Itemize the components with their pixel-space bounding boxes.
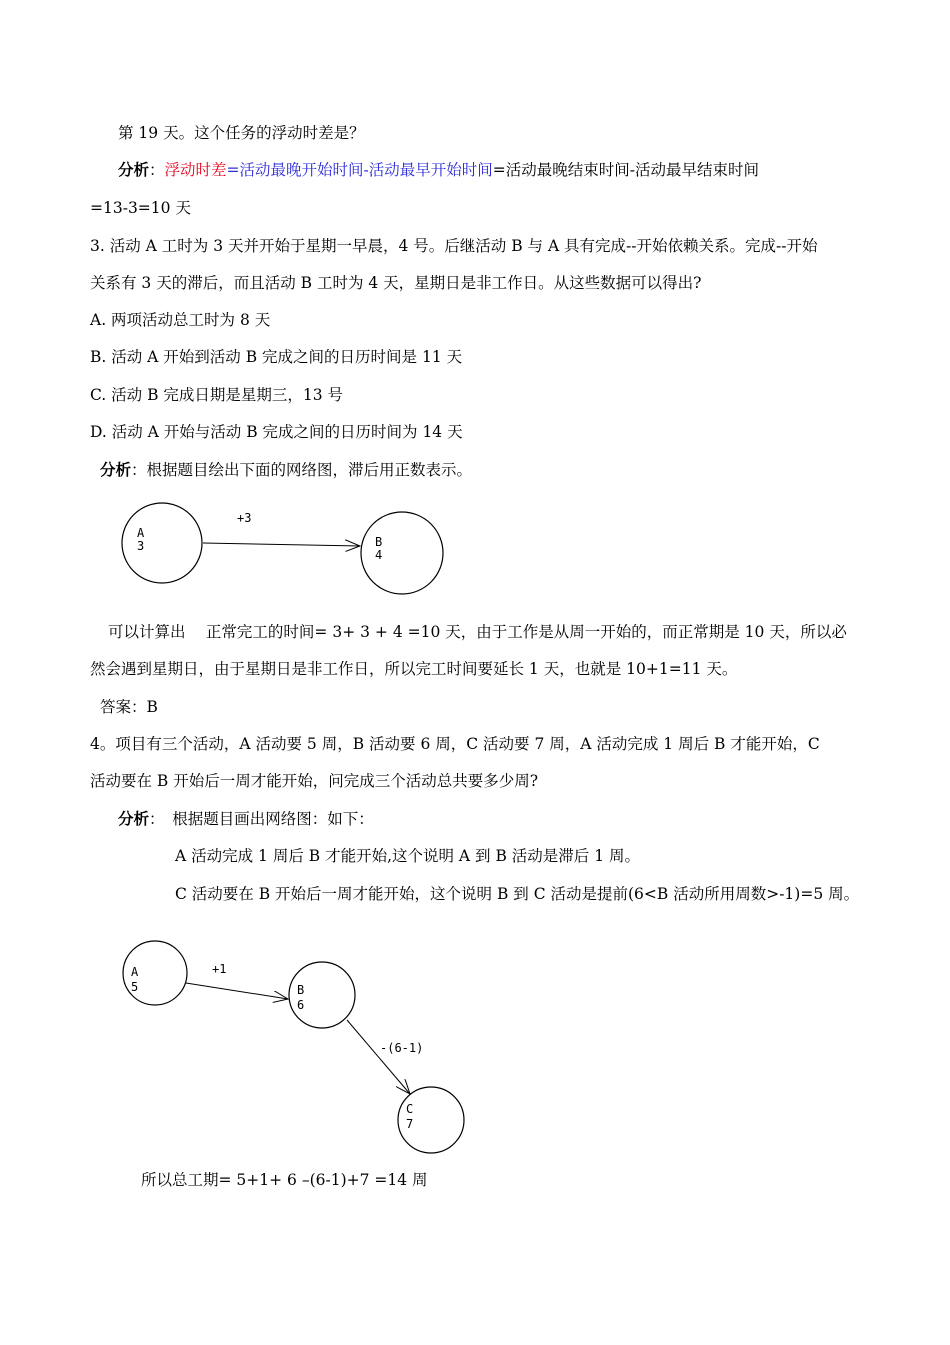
question4-analysis: [118, 809, 374, 829]
question3-option-a: A. 两项活动总工时为 8 天: [90, 311, 271, 329]
lag-ab-label: +1: [212, 962, 227, 976]
note-lag: A 活动完成 1 周后 B 才能开始,这个说明 A 到 B 活动是滞后 1 周。: [175, 847, 641, 865]
arrow-a-b: [186, 983, 288, 999]
question4-line2: 活动要在 B 开始后一周才能开始，问完成三个活动总共要多少周?: [90, 772, 539, 790]
node-b-name: B: [297, 983, 305, 997]
float-formula-finish: =活动最晚结束时间-活动最早结束时间: [492, 161, 760, 179]
arrow-b-c: [347, 1020, 410, 1094]
analysis-label: 分析: [118, 809, 150, 828]
question3-line2: 关系有 3 天的滞后，而且活动 B 工时为 4 天，星期日是非工作日。从这些数据可以得出?: [90, 274, 702, 292]
node-a-circle: [122, 503, 202, 583]
analysis-label: 分析: [100, 460, 132, 479]
node-a-name: A: [137, 526, 145, 540]
node-b-duration: 6: [297, 998, 305, 1012]
node-b-duration: 4: [375, 548, 383, 562]
node-b-circle: [361, 512, 443, 594]
float-eq: =: [226, 161, 240, 179]
node-b-name: B: [375, 535, 383, 549]
note-lead: C 活动要在 B 开始后一周才能开始，这个说明 B 到 C 活动是提前(6<B 活动所用周数>-1)=5 周。: [175, 885, 860, 903]
node-c-duration: 7: [406, 1117, 414, 1131]
node-a-duration: 5: [131, 980, 139, 994]
float-term: 浮动时差: [164, 161, 227, 179]
calculation-line1: 可以计算出 正常完工的时间= 3+ 3 + 4 =10 天，由于工作是从周一开始的，而正常期是 10 天，所以必: [108, 623, 847, 641]
analysis-label: 分析: [118, 160, 150, 179]
float-result: =13-3=10 天: [90, 199, 191, 217]
question4-line1: 4。项目有三个活动，A 活动要 5 周，B 活动要 6 周，C 活动要 7 周，A 活动完成 1 周后 B 才能开始，C: [90, 735, 820, 753]
question3-option-b: B. 活动 A 开始到活动 B 完成之间的日历时间是 11 天: [90, 348, 463, 366]
analysis-colon: ：: [149, 161, 165, 179]
paragraph-day19: 第 19 天。这个任务的浮动时差是？: [118, 124, 365, 142]
analysis-text: ： 根据题目画出网络图：如下：: [149, 810, 374, 828]
calculation-line2: 然会遇到星期日，由于星期日是非工作日，所以完工时间要延长 1 天，也就是 10+1=11 天。: [90, 660, 738, 678]
diagram1: [122, 503, 443, 594]
node-a-duration: 3: [137, 539, 145, 553]
float-formula-start: 活动最晚开始时间-活动最早开始时间: [239, 161, 493, 179]
lag-label: +3: [237, 511, 252, 525]
question3-line1: 3. 活动 A 工时为 3 天并开始于星期一早晨，4 号。后继活动 B 与 A 具有完成--开始依赖关系。完成--开始: [90, 237, 818, 255]
node-c-name: C: [406, 1102, 414, 1116]
lead-bc-label: -(6-1): [380, 1041, 424, 1055]
total-duration: 所以总工期= 5+1+ 6 –(6-1)+7 =14 周: [141, 1171, 428, 1189]
analysis-text: ：根据题目绘出下面的网络图，滞后用正数表示。: [131, 461, 473, 479]
answer: 答案：B: [100, 698, 158, 716]
question3-option-c: C. 活动 B 完成日期是星期三，13 号: [90, 386, 344, 404]
diagram2: [123, 941, 464, 1153]
node-a-name: A: [131, 965, 139, 979]
arrow-a-b: [203, 543, 360, 546]
question3-option-d: D. 活动 A 开始与活动 B 完成之间的日历时间为 14 天: [90, 423, 463, 441]
